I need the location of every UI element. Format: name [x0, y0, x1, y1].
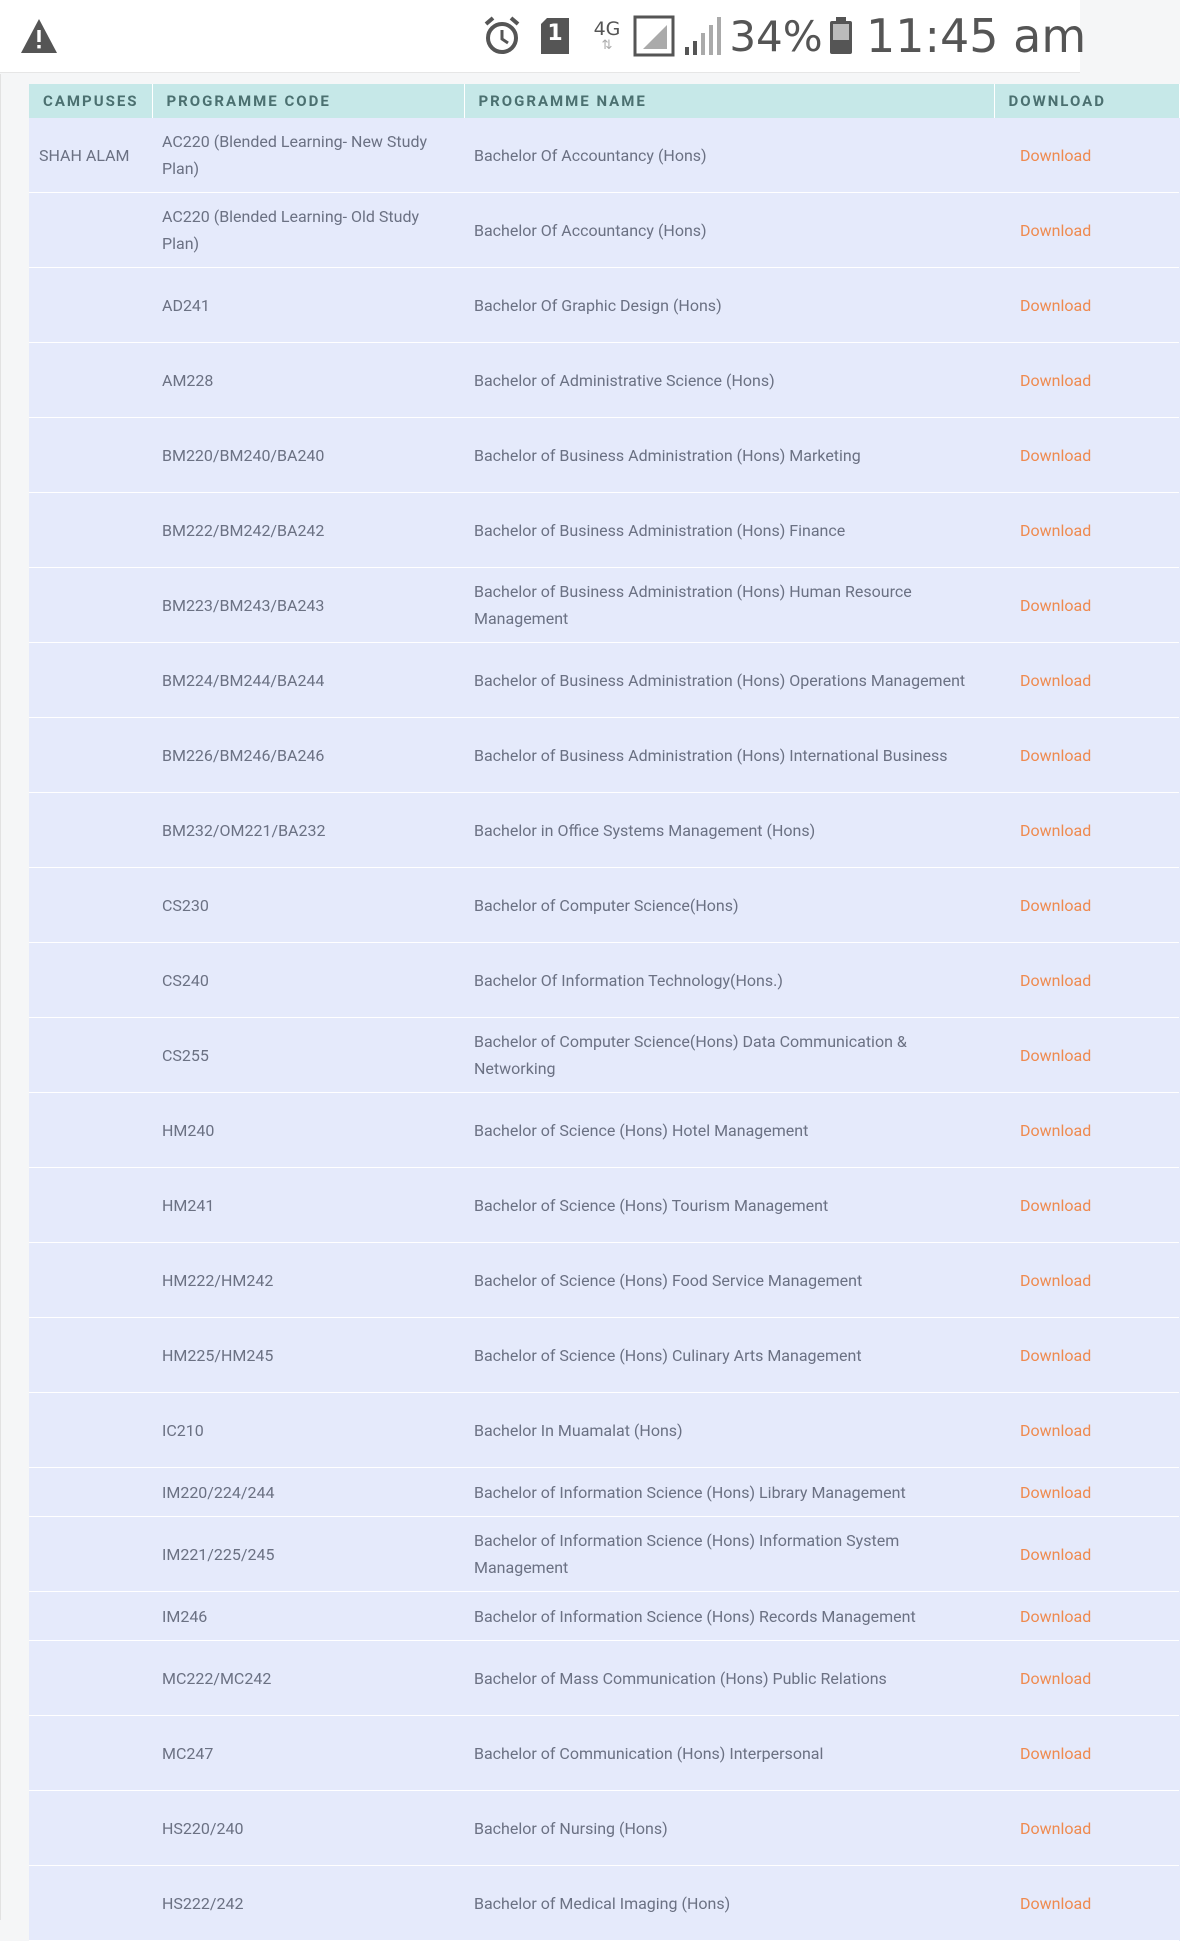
campus-cell: [29, 1791, 152, 1866]
table-row: [29, 118, 1179, 193]
campus-cell: [29, 418, 152, 493]
programme-name-cell: Bachelor of Information Science (Hons) Records Management: [464, 1592, 994, 1641]
programme-name-cell: Bachelor of Business Administration (Hons) Human Resource Management: [464, 568, 994, 643]
programme-name-cell: Bachelor of Mass Communication (Hons) Public Relations: [464, 1641, 994, 1716]
battery-percent: 34%: [729, 11, 823, 61]
programme-name-cell: Bachelor of Science (Hons) Hotel Management: [464, 1093, 994, 1168]
programme-code-cell: AC220 (Blended Learning- New Study Plan): [152, 118, 464, 193]
programme-name-cell: Bachelor in Office Systems Management (Hons): [464, 793, 994, 868]
download-link[interactable]: Download: [994, 1791, 1179, 1866]
download-link[interactable]: Download: [994, 1716, 1179, 1791]
programme-code-cell: CS255: [152, 1018, 464, 1093]
programme-code-cell: AD241: [152, 268, 464, 343]
download-link[interactable]: Download: [994, 793, 1179, 868]
table-row: [29, 1093, 1179, 1168]
download-link[interactable]: Download: [994, 1866, 1179, 1941]
campus-cell: [29, 643, 152, 718]
download-link[interactable]: Download: [994, 493, 1179, 568]
campus-cell: [29, 1018, 152, 1093]
column-header-programme-code: PROGRAMME CODE: [152, 84, 464, 118]
table-row: [29, 568, 1179, 643]
campus-cell: [29, 718, 152, 793]
table-row: [29, 718, 1179, 793]
download-link[interactable]: Download: [994, 718, 1179, 793]
programme-table-container[interactable]: [29, 84, 1106, 1920]
table-row: [29, 1716, 1179, 1791]
programme-code-cell: BM232/OM221/BA232: [152, 793, 464, 868]
table-row: [29, 493, 1179, 568]
table-row: [29, 1468, 1179, 1517]
programme-name-cell: Bachelor of Information Science (Hons) Library Management: [464, 1468, 994, 1517]
battery-icon: [828, 16, 854, 56]
campus-cell: [29, 1517, 152, 1592]
page-edge-divider: [0, 74, 1, 1920]
programme-name-cell: Bachelor In Muamalat (Hons): [464, 1393, 994, 1468]
programme-code-cell: HS222/242: [152, 1866, 464, 1941]
table-header-row: [29, 84, 1179, 118]
campus-cell: [29, 1243, 152, 1318]
download-link[interactable]: Download: [994, 1318, 1179, 1393]
programme-code-cell: IM221/225/245: [152, 1517, 464, 1592]
campus-cell: [29, 493, 152, 568]
programme-code-cell: HM222/HM242: [152, 1243, 464, 1318]
download-link[interactable]: Download: [994, 118, 1179, 193]
programme-name-cell: Bachelor of Computer Science(Hons) Data Communication & Networking: [464, 1018, 994, 1093]
signal-sim1-icon: [632, 14, 676, 58]
programme-name-cell: Bachelor of Information Science (Hons) Information System Management: [464, 1517, 994, 1592]
table-row: [29, 1517, 1179, 1592]
programme-code-cell: IM246: [152, 1592, 464, 1641]
campus-cell: [29, 793, 152, 868]
programme-code-cell: AM228: [152, 343, 464, 418]
programme-name-cell: Bachelor of Medical Imaging (Hons): [464, 1866, 994, 1941]
table-row: [29, 1168, 1179, 1243]
table-row: [29, 868, 1179, 943]
download-link[interactable]: Download: [994, 418, 1179, 493]
campus-cell: [29, 1641, 152, 1716]
campus-cell: [29, 1393, 152, 1468]
download-link[interactable]: Download: [994, 568, 1179, 643]
download-link[interactable]: Download: [994, 1592, 1179, 1641]
signal-sim2-icon: [682, 14, 722, 58]
sim-icon: [538, 16, 572, 56]
table-row: [29, 643, 1179, 718]
table-row: [29, 1393, 1179, 1468]
programme-code-cell: HM240: [152, 1093, 464, 1168]
table-row: [29, 418, 1179, 493]
status-bar: [0, 0, 1087, 73]
table-row: [29, 1641, 1179, 1716]
campus-cell: [29, 568, 152, 643]
campus-cell: [29, 268, 152, 343]
table-row: [29, 268, 1179, 343]
download-link[interactable]: Download: [994, 1168, 1179, 1243]
sim-number: 1: [547, 21, 563, 46]
clock-time: 11:45 am: [866, 9, 1087, 63]
table-row: [29, 943, 1179, 1018]
campus-cell: [29, 1592, 152, 1641]
warning-icon: [18, 16, 60, 56]
programme-name-cell: Bachelor Of Graphic Design (Hons): [464, 268, 994, 343]
programme-name-cell: Bachelor of Computer Science(Hons): [464, 868, 994, 943]
campus-cell: [29, 193, 152, 268]
column-header-campuses: CAMPUSES: [29, 84, 152, 118]
programme-code-cell: BM224/BM244/BA244: [152, 643, 464, 718]
alarm-icon: [482, 14, 522, 58]
campus-cell: SHAH ALAM: [29, 118, 152, 193]
table-row: [29, 1018, 1179, 1093]
table-row: [29, 1791, 1179, 1866]
programme-name-cell: Bachelor of Business Administration (Hons) Operations Management: [464, 643, 994, 718]
table-row: [29, 793, 1179, 868]
programme-name-cell: Bachelor Of Accountancy (Hons): [464, 193, 994, 268]
download-link[interactable]: Download: [994, 1641, 1179, 1716]
download-link[interactable]: Download: [994, 1393, 1179, 1468]
campus-cell: [29, 1716, 152, 1791]
programme-name-cell: Bachelor of Business Administration (Hons) Finance: [464, 493, 994, 568]
programme-name-cell: Bachelor Of Accountancy (Hons): [464, 118, 994, 193]
campus-cell: [29, 343, 152, 418]
campus-cell: [29, 1866, 152, 1941]
programme-name-cell: Bachelor of Science (Hons) Tourism Management: [464, 1168, 994, 1243]
programme-code-cell: HM241: [152, 1168, 464, 1243]
campus-cell: [29, 1168, 152, 1243]
programme-code-cell: IC210: [152, 1393, 464, 1468]
programme-code-cell: HS220/240: [152, 1791, 464, 1866]
programme-name-cell: Bachelor of Business Administration (Hons) International Business: [464, 718, 994, 793]
programme-name-cell: Bachelor Of Information Technology(Hons.): [464, 943, 994, 1018]
programme-code-cell: HM225/HM245: [152, 1318, 464, 1393]
campus-cell: [29, 943, 152, 1018]
table-row: [29, 1243, 1179, 1318]
campus-cell: [29, 1318, 152, 1393]
table-row: [29, 1592, 1179, 1641]
programme-table: [29, 84, 1180, 1941]
download-link[interactable]: Download: [994, 1468, 1179, 1517]
programme-name-cell: Bachelor of Science (Hons) Food Service Management: [464, 1243, 994, 1318]
programme-code-cell: MC222/MC242: [152, 1641, 464, 1716]
table-row: [29, 343, 1179, 418]
download-link[interactable]: Download: [994, 1517, 1179, 1592]
programme-code-cell: IM220/224/244: [152, 1468, 464, 1517]
download-link[interactable]: Download: [994, 868, 1179, 943]
download-link[interactable]: Download: [994, 943, 1179, 1018]
campus-cell: [29, 1468, 152, 1517]
column-header-programme-name: PROGRAMME NAME: [464, 84, 994, 118]
download-link[interactable]: Download: [994, 1093, 1179, 1168]
programme-code-cell: CS230: [152, 868, 464, 943]
table-row: [29, 1866, 1179, 1941]
campus-cell: [29, 1093, 152, 1168]
programme-code-cell: BM222/BM242/BA242: [152, 493, 464, 568]
column-header-download: DOWNLOAD: [994, 84, 1179, 118]
download-link[interactable]: Download: [994, 643, 1179, 718]
table-row: [29, 193, 1179, 268]
programme-name-cell: Bachelor of Administrative Science (Hons): [464, 343, 994, 418]
network-type-indicator: [591, 14, 623, 58]
network-type-label: 4G: [593, 18, 621, 40]
download-link[interactable]: Download: [994, 1018, 1179, 1093]
download-link[interactable]: Download: [994, 343, 1179, 418]
programme-code-cell: BM223/BM243/BA243: [152, 568, 464, 643]
download-link[interactable]: Download: [994, 193, 1179, 268]
programme-name-cell: Bachelor of Business Administration (Hons) Marketing: [464, 418, 994, 493]
programme-name-cell: Bachelor of Communication (Hons) Interpersonal: [464, 1716, 994, 1791]
data-arrows-icon: ⇅: [601, 38, 613, 53]
download-link[interactable]: Download: [994, 268, 1179, 343]
programme-code-cell: AC220 (Blended Learning- Old Study Plan): [152, 193, 464, 268]
programme-code-cell: BM220/BM240/BA240: [152, 418, 464, 493]
programme-name-cell: Bachelor of Nursing (Hons): [464, 1791, 994, 1866]
table-row: [29, 1318, 1179, 1393]
programme-code-cell: BM226/BM246/BA246: [152, 718, 464, 793]
download-link[interactable]: Download: [994, 1243, 1179, 1318]
programme-code-cell: MC247: [152, 1716, 464, 1791]
programme-code-cell: CS240: [152, 943, 464, 1018]
programme-name-cell: Bachelor of Science (Hons) Culinary Arts Management: [464, 1318, 994, 1393]
campus-cell: [29, 868, 152, 943]
